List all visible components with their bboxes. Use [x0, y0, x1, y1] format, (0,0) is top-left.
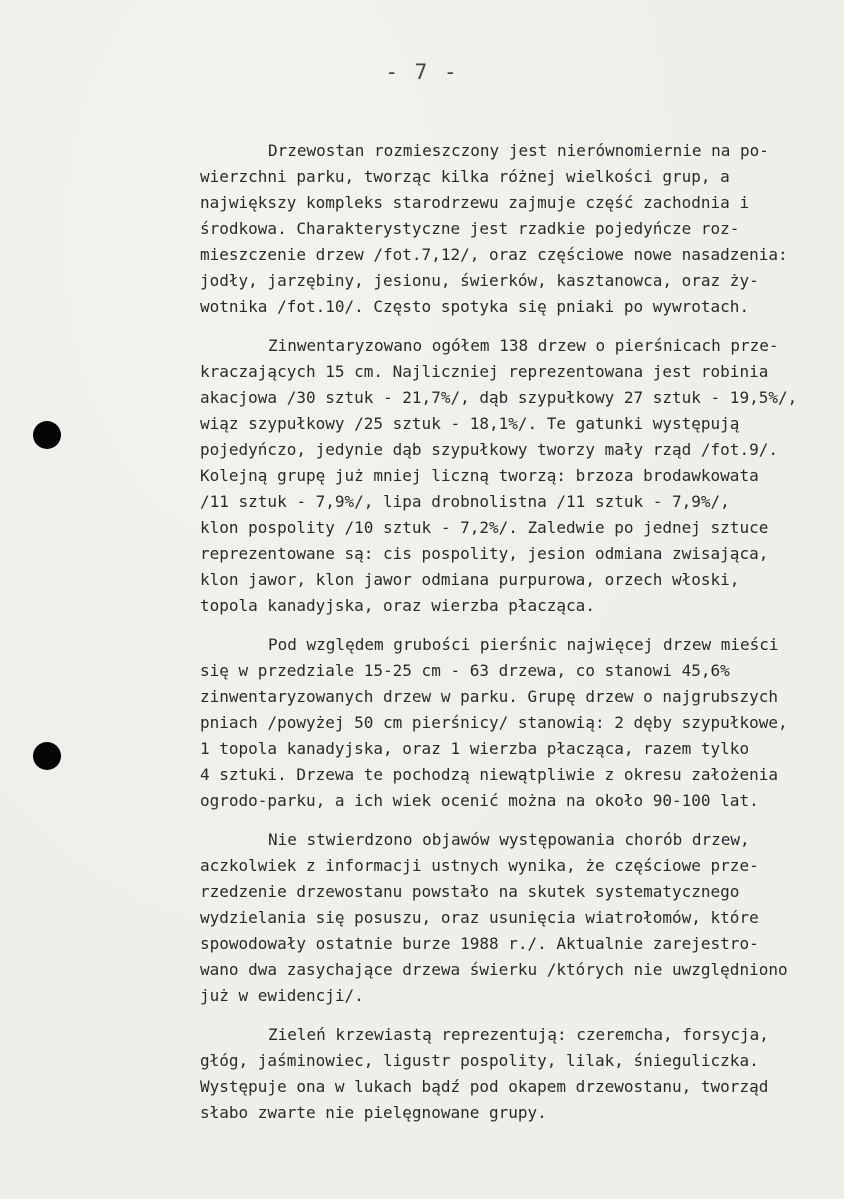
- text-line: środkowa. Charakterystyczne jest rzadkie pojedyńcze roz-: [200, 219, 740, 238]
- text-line: mieszczenie drzew /fot.7,12/, oraz częściowe nowe nasadzenia:: [200, 245, 788, 264]
- punch-hole-bottom: [33, 742, 61, 770]
- text-line: pojedyńczo, jedynie dąb szypułkowy tworzy mały rząd /fot.9/.: [200, 440, 778, 459]
- punch-hole-top: [33, 421, 61, 449]
- text-line: 1 topola kanadyjska, oraz 1 wierzba płacząca, razem tylko: [200, 739, 750, 758]
- text-line: reprezentowane są: cis pospolity, jesion odmiana zwisająca,: [200, 544, 769, 563]
- text-line: pniach /powyżej 50 cm pierśnicy/ stanowią: 2 dęby szypułkowe,: [200, 713, 788, 732]
- text-line: zinwentaryzowanych drzew w parku. Grupę drzew o najgrubszych: [200, 687, 778, 706]
- text-line: 4 sztuki. Drzewa te pochodzą niewątpliwie z okresu założenia: [200, 765, 778, 784]
- text-line: Kolejną grupę już mniej liczną tworzą: brzoza brodawkowata: [200, 466, 759, 485]
- text-line: Zieleń krzewiastą reprezentują: czeremcha, forsycja,: [268, 1025, 769, 1044]
- text-line: wierzchni parku, tworząc kilka różnej wielkości grup, a: [200, 167, 730, 186]
- document-body: [200, 138, 840, 1139]
- text-line: topola kanadyjska, oraz wierzba płacząca.: [200, 596, 595, 615]
- paragraph-3: [200, 632, 840, 814]
- text-line: /11 sztuk - 7,9%/, lipa drobnolistna /11 sztuk - 7,9%/,: [200, 492, 730, 511]
- text-line: rzedzenie drzewostanu powstało na skutek systematycznego: [200, 882, 740, 901]
- page-number: - 7 -: [385, 60, 459, 84]
- text-line: się w przedziale 15-25 cm - 63 drzewa, co stanowi 45,6%: [200, 661, 730, 680]
- text-line: Pod względem grubości pierśnic najwięcej drzew mieści: [268, 635, 779, 654]
- text-line: ogrodo-parku, a ich wiek ocenić można na około 90-100 lat.: [200, 791, 759, 810]
- text-line: Nie stwierdzono objawów występowania chorób drzew,: [268, 830, 750, 849]
- text-line: akacjowa /30 sztuk - 21,7%/, dąb szypułkowy 27 sztuk - 19,5%/,: [200, 388, 798, 407]
- text-line: słabo zwarte nie pielęgnowane grupy.: [200, 1103, 547, 1122]
- text-line: jodły, jarzębiny, jesionu, świerków, kasztanowca, oraz ży-: [200, 271, 759, 290]
- text-line: Zinwentaryzowano ogółem 138 drzew o pierśnicach prze-: [268, 336, 779, 355]
- text-line: klon jawor, klon jawor odmiana purpurowa, orzech włoski,: [200, 570, 740, 589]
- text-line: aczkolwiek z informacji ustnych wynika, że częściowe prze-: [200, 856, 759, 875]
- text-line: klon pospolity /10 sztuk - 7,2%/. Zaledwie po jednej sztuce: [200, 518, 769, 537]
- text-line: wiąz szypułkowy /25 sztuk - 18,1%/. Te gatunki występują: [200, 414, 740, 433]
- text-line: wano dwa zasychające drzewa świerku /których nie uwzględniono: [200, 960, 788, 979]
- paragraph-4: [200, 827, 840, 1009]
- text-line: Występuje ona w lukach bądź pod okapem drzewostanu, tworząd: [200, 1077, 769, 1096]
- paragraph-1: [200, 138, 840, 320]
- paragraph-2: [200, 333, 840, 619]
- text-line: wydzielania się posuszu, oraz usunięcia wiatrołomów, które: [200, 908, 759, 927]
- text-line: spowodowały ostatnie burze 1988 r./. Aktualnie zarejestro-: [200, 934, 759, 953]
- text-line: głóg, jaśminowiec, ligustr pospolity, lilak, śnieguliczka.: [200, 1051, 759, 1070]
- text-line: kraczających 15 cm. Najliczniej reprezentowana jest robinia: [200, 362, 769, 381]
- text-line: największy kompleks starodrzewu zajmuje część zachodnia i: [200, 193, 750, 212]
- text-line: Drzewostan rozmieszczony jest nierównomiernie na po-: [268, 141, 769, 160]
- paragraph-5: [200, 1022, 840, 1126]
- text-line: już w ewidencji/.: [200, 986, 364, 1005]
- text-line: wotnika /fot.10/. Często spotyka się pniaki po wywrotach.: [200, 297, 750, 316]
